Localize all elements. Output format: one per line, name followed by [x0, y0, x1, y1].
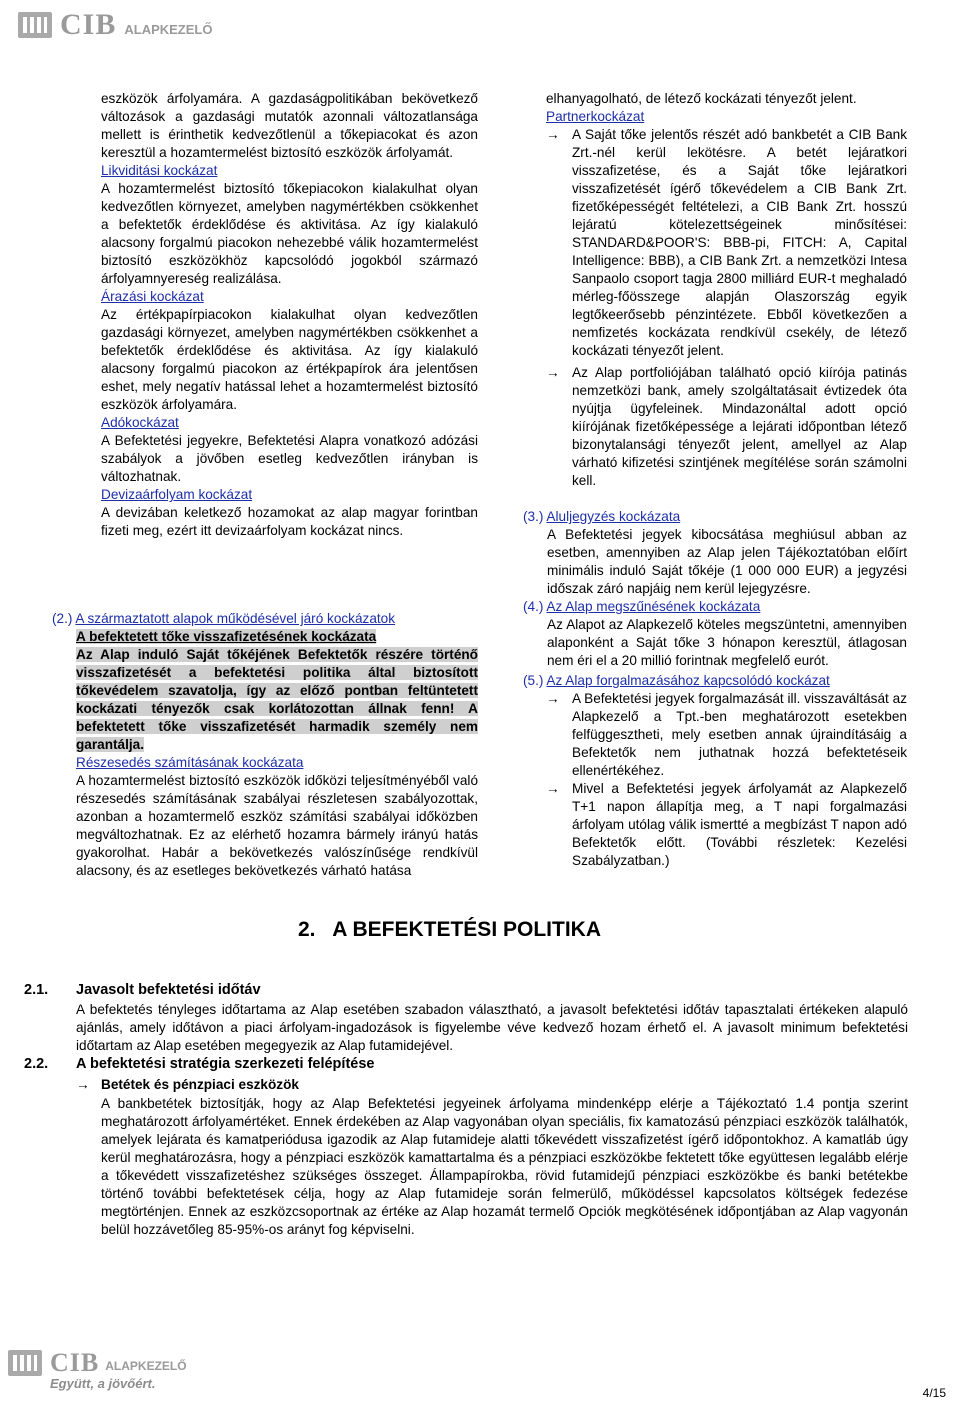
distribution-bullet-1: A Befektetési jegyek forgalmazását ill. visszaváltását az Alapkezelő a Tpt.-ben meghatározott esetekben felfüggesztheti, mely esetben annak újraindításáig a Befektetők nem juthatnak hozzá befektetéseik ellenértékéhez.: [572, 691, 907, 778]
distribution-risk-title[interactable]: Az Alap forgalmazásához kapcsolódó kockázat: [546, 673, 830, 688]
left-intro: eszközök árfolyamára. A gazdaságpolitikában bekövetkező változások a gazdasági mutatók azonnali változatlansága mellett is érinthetik kedvezőtlenül a tőkepiacokat és azon keresztül a hozamtermelést biztosító eszközök árfolyamát.: [101, 91, 478, 160]
section-number: 2.: [298, 918, 316, 941]
header-logo: [18, 8, 212, 42]
subsection-number: 2.2.: [24, 1056, 49, 1072]
subsection-2-2-bullet: [76, 1076, 908, 1094]
bullet-item: [546, 364, 907, 490]
subsection-title: Javasolt befektetési időtáv: [76, 982, 261, 998]
derivative-risk-title[interactable]: A származtatott alapok működésével járó kockázatok: [75, 611, 396, 626]
footer-logo: [8, 1348, 187, 1378]
logo-brand: CIB: [60, 8, 117, 41]
underwriting-risk-title[interactable]: Aluljegyzés kockázata: [546, 509, 681, 524]
termination-risk-title[interactable]: Az Alap megszűnésének kockázata: [546, 599, 761, 614]
right-column: [546, 90, 907, 490]
right-intro: elhanyagolható, de létező kockázati tényezőt jelent.: [546, 91, 857, 106]
arrow-right-icon: →: [76, 1077, 90, 1092]
item-number: (2.): [52, 611, 73, 626]
item-number: (3.): [523, 509, 544, 524]
fx-risk-title[interactable]: Devizaárfolyam kockázat: [101, 487, 253, 502]
logo-sub: ALAPKEZELŐ: [124, 21, 213, 37]
cib-logo-icon: [8, 1350, 42, 1376]
termination-risk-text: Az Alapot az Alapkezelő köteles megszüntetni, amennyiben alaponként a Saját tőke 3 hónapon keresztül, átlagosan nem éri el a 20 millió forintnak megfelelő eurót.: [547, 617, 907, 668]
capital-risk-title: A befektetett tőke visszafizetésének kockázata: [76, 629, 377, 644]
partner-bullet-2: Az Alap portfoliójában található opció kiírója patinás nemzetközi bank, amely szolgáltatásait évtizedek óta nyújtja ügyfeleinek. Mindazonáltal adott opció kiírójának fizetőképessége a lejárati időpontban létező bizonytalansági tényezőt jelent, amellyel az Alap várható kifizetési szintjének megítélése során számolni kell.: [572, 365, 907, 488]
partner-risk-title[interactable]: Partnerkockázat: [546, 109, 645, 124]
share-risk-title[interactable]: Részesedés számításának kockázata: [76, 755, 304, 770]
subsection-heading-2-1: [24, 982, 261, 998]
partner-bullet-1: A Saját tőke jelentős részét adó bankbetét a CIB Bank Zrt.-nél kerül lekötésre. A betét lejáratkori visszafizetése, és a Saját tőke lejáratkori visszafizetését ígérő tőkevédelem a CIB Bank Zrt. fizetőképességét feltételezi, a CIB Bank Zrt. hosszú lejáratú kötelezettségeinek minősítései: STANDARD&POOR'S: BBB-pi, FITCH: A, Capital Intelligence: BBB), a CIB Bank Zrt. a nemzetközi Intesa Sanpaolo csoport tagja 2800 milliárd EUR-t meghaladó mérleg-főösszege alapján Olaszország egyik legtőkeerősebb pénzintézete. Ebből következően a nemfizetés kockázata rendkívül csekély, de létező kockázati tényezőt jelent.: [572, 127, 907, 358]
logo-sub: ALAPKEZELŐ: [105, 1359, 187, 1373]
tax-risk-text: A Befektetési jegyekre, Befektetési Alapra vonatkozó adózási szabályok a jövőben esetleg kedvezőtlen irányban is változhatnak.: [101, 433, 478, 484]
distribution-bullet-2: Mivel a Befektetési jegyek árfolyamát az Alapkezelő T+1 napon állapítja meg, a T napi forgalmazási árfolyam utólag válik ismertté a megbízást T napon adó Befektetők előtt. (További részletek: Kezelési Szabályzatban.): [572, 781, 907, 868]
section-title: A BEFEKTETÉSI POLITIKA: [332, 918, 601, 941]
bullet-title: Betétek és pénzpiaci eszközök: [101, 1077, 299, 1092]
fx-risk-text: A devizában keletkező hozamokat az alap magyar forintban fizeti meg, ezért itt devizaárfolyam kockázat nincs.: [101, 505, 478, 538]
share-risk-text: A hozamtermelést biztosító eszközök időközi teljesítményéből való részesedés számításának szabályai részletesen szabályozottak, azonban a hozamtermelő eszköz számítási szabályai időközben megváltozhatnak. Ez az elérhető hozamra bármely irányú hatás gyakorolhat. Habár a bekövetkezés valószínűsége rendkívül alacsony, és az esetleges bekövetkezés várható hatása: [76, 773, 478, 878]
arrow-right-icon: →: [546, 365, 560, 380]
section-heading: [298, 918, 601, 942]
cib-logo-icon: [18, 12, 52, 38]
liquidity-risk-text: A hozamtermelést biztosító tőkepiacokon kialakulhat olyan kedvezőtlen környezet, amelyben nagymértékben csökkenhet a befektetők érdeklődése és aktivitása. Az így kialakuló alacsony forgalmú piacokon nehezebbé válik hozamtermelést biztosító eszközökhöz kapcsolódó jogokból származó árfolyamnyereség realizálása.: [101, 181, 478, 286]
right-column-lower: [523, 508, 907, 870]
subsection-title: A befektetési stratégia szerkezeti felépítése: [76, 1056, 375, 1072]
item-number: (4.): [523, 599, 544, 614]
arrow-right-icon: →: [546, 691, 560, 706]
pricing-risk-text: Az értékpapírpiacokon kialakulhat olyan kedvezőtlen gazdasági környezet, amelyben nagymértékben csökkenhet a befektetők érdeklődése és aktivitása. Az így kialakuló alacsony forgalmú piacokon az értékpapírok ára jelentősen eshet, mely negatív hatással lehet a hozamtermelést biztosító eszközök árfolyamára.: [101, 307, 478, 412]
item-number: (5.): [523, 673, 544, 688]
bullet-item: [523, 780, 907, 870]
subsection-2-2-text: A bankbetétek biztosítják, hogy az Alap Befektetési jegyeinek árfolyama mindenképp elérje a Tájékoztató 1.4 pontja szerint meghatározott árfolyamértéket. Ennek érdekében az Alap vagyonában olyan speciális, fix kamatozású pénzpiaci eszközök találhatók, amelyek lejárata és kamatperiódusa igazodik az Alap futamideje alatti tőkevédett visszafizetést ígérő időpontokhoz. A kamatláb úgy kerül meghatározásra, hogy a pénzpiaci eszközök kamattartalma és a pénzpiaci eszközökbe fektetett tőke együttesen legalább elérje a tőkevédett visszafizetéshez szükséges összeget. Állampapírokba, rövid futamidejű pénzpiaci eszközökbe és banki betétekbe történő további befektetések célja, hogy az Alap futamideje során felmerülő, működéssel kapcsolatos költségek fedezése megtörténjen. Ennek az eszközcsoportnak az értéke az Alap hozamát termelő Opciók megkötésének időpontjában az Alap vagyonán belül hozzávetőleg 85-95%-os arányt fog képviselni.: [101, 1096, 908, 1237]
left-column: [101, 90, 478, 540]
pricing-risk-title[interactable]: Árazási kockázat: [101, 289, 204, 304]
bullet-item: [523, 690, 907, 780]
capital-risk-text: Az Alap induló Saját tőkéjének Befektetők részére történő visszafizetését a befektetési politika által biztosított tőkevédelem szavatolja, így az előző pontban feltüntetett kockázati tényezők csak korlátozottan állnak fenn! A befektetett tőke visszafizetését harmadik személy nem garantálja.: [76, 647, 478, 752]
arrow-right-icon: →: [546, 127, 560, 142]
subsection-2-1-text: A befektetés tényleges időtartama az Alap esetében szabadon választható, a javasolt befektetési időtáv tapasztalati értékeken alapuló ajánlás, amely időtávon a piaci árfolyam-ingadozások is figyelembe véve kedvező hozam érhető el. A javasolt minimum befektetési időtartam az Alap esetében megegyezik az Alap futamidejével.: [76, 1002, 908, 1053]
subsection-number: 2.1.: [24, 982, 49, 998]
liquidity-risk-title[interactable]: Likviditási kockázat: [101, 163, 218, 178]
footer-slogan: Együtt, a jövőért.: [50, 1376, 156, 1391]
subsection-heading-2-2: [24, 1056, 374, 1072]
logo-brand: CIB: [50, 1348, 100, 1377]
arrow-right-icon: →: [546, 781, 560, 796]
tax-risk-title[interactable]: Adókockázat: [101, 415, 179, 430]
left-column-lower: [52, 610, 478, 880]
page-number: 4/15: [922, 1386, 946, 1400]
underwriting-risk-text: A Befektetési jegyek kibocsátása meghiúsul abban az esetben, amennyiben az Alap jelen Tájékoztatóban előírt minimális induló Saját tőkéje (1 000 000 EUR) a jegyzési időszak záró napjáig nem kerül lejegyzésre.: [547, 527, 907, 596]
bullet-item: [546, 126, 907, 360]
